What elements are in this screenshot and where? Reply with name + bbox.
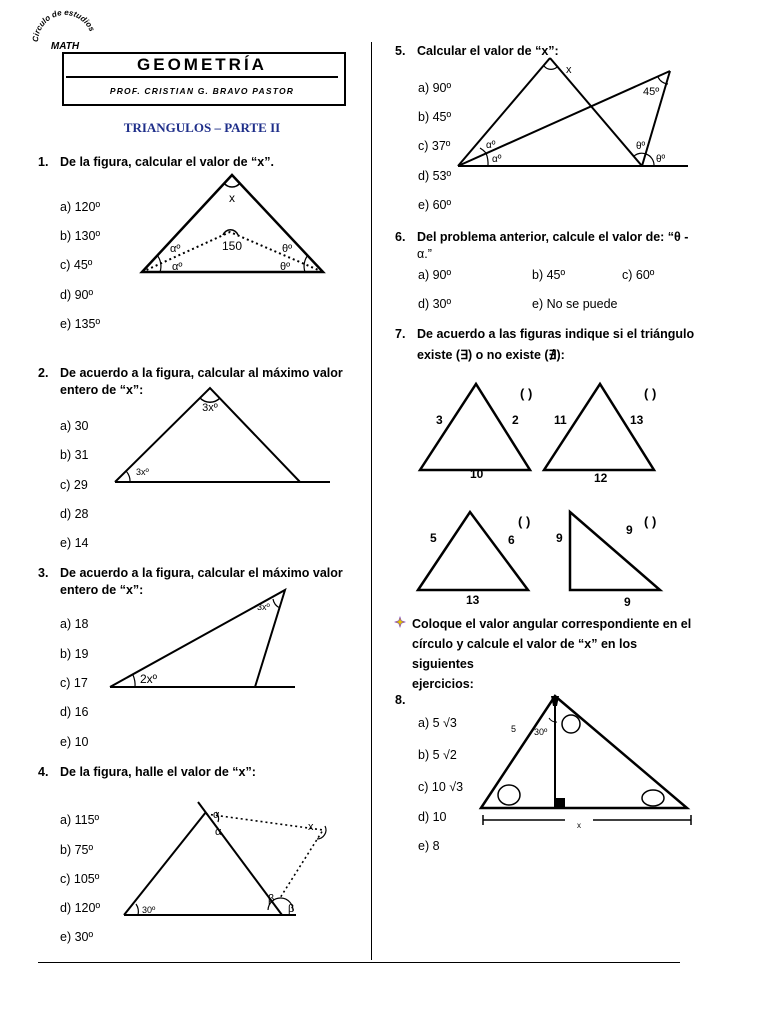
tri2-answer-box: ( ): [644, 386, 657, 401]
q3-left-label: 2xº: [140, 672, 158, 686]
question-4: 4. De la figura, halle el valor de “x”:: [38, 765, 256, 779]
q4-beta-1: β: [268, 893, 275, 905]
question-8: 8.: [395, 693, 406, 707]
logo-word: MATH: [50, 41, 80, 52]
tri2-base: 12: [594, 471, 608, 485]
q6-option-a: a) 90º: [418, 268, 452, 282]
q6-option-c: c) 60º: [622, 268, 655, 282]
sparkle-icon: [394, 616, 406, 628]
q2-option-d: d) 28: [60, 507, 89, 521]
q2-option-a: a) 30: [60, 419, 89, 433]
tri4-left: 9: [556, 531, 563, 545]
q2-option-e: e) 14: [60, 536, 89, 550]
question-3: 3. De acuerdo a la figura, calcular el máximo valor entero de “x”:: [38, 566, 343, 597]
q6-option-d: d) 30º: [418, 297, 452, 311]
q3-option-d: d) 16: [60, 705, 89, 719]
q2-top-label: 3xº: [202, 402, 218, 414]
q5-option-d: d) 53º: [418, 169, 452, 183]
question-5: 5. Calcular el valor de “x”:: [395, 44, 559, 58]
q8-option-c: c) 10 √3: [418, 780, 464, 794]
q4-option-c: c) 105º: [60, 872, 100, 886]
question-7: 7. De acuerdo a las figuras indique si el triángulo existe (∃) o no existe (∄):: [395, 327, 695, 362]
q1-theta-1: θº: [282, 243, 293, 255]
q4-beta-2: β: [288, 903, 295, 915]
tri4-answer-box: ( ): [644, 514, 657, 529]
q3-option-b: b) 19: [60, 647, 89, 661]
tri1-right: 2: [512, 413, 519, 427]
q2-option-c: c) 29: [60, 478, 88, 492]
q5-alpha-1: αº: [486, 140, 496, 151]
tri4-right: 9: [626, 523, 633, 537]
q5-x-label: x: [566, 64, 572, 76]
q5-theta-1: θº: [636, 141, 646, 152]
q8-side-label: 5: [511, 724, 517, 734]
logo: [30, 2, 100, 52]
q1-option-b: b) 130º: [60, 229, 101, 243]
tri1-answer-box: ( ): [520, 386, 533, 401]
tri3-left: 5: [430, 531, 437, 545]
q5-option-e: e) 60º: [418, 198, 452, 212]
q1-alpha-2: αº: [172, 261, 183, 273]
svg-text:Circulo de estudios: [31, 8, 97, 42]
footer-rule: [38, 962, 680, 963]
tri1-base: 10: [470, 467, 484, 481]
q4-alpha-1: α: [213, 809, 220, 821]
q1-theta-2: θº: [280, 261, 291, 273]
q8-angle-label: 30º: [534, 727, 548, 737]
q8-option-a: a) 5 √3: [418, 716, 457, 730]
q6-option-b: b) 45º: [532, 268, 566, 282]
q2-figure: [110, 380, 335, 490]
column-divider: [371, 42, 372, 960]
page-title: GEOMETRÍA: [137, 55, 267, 74]
q4-option-b: b) 75º: [60, 843, 94, 857]
question-1: 1. De la figura, calcular el valor de “x”.: [38, 155, 274, 169]
q8-option-d: d) 10: [418, 810, 447, 824]
q4-x-label: x: [308, 821, 314, 833]
q3-option-a: a) 18: [60, 617, 89, 631]
q7-figure: [410, 378, 680, 610]
author: PROF. CRISTIAN G. BRAVO PASTOR: [109, 86, 295, 96]
q5-alpha-2: αº: [492, 154, 502, 165]
q4-alpha-2: α: [215, 826, 222, 838]
q4-option-e: e) 30º: [60, 930, 94, 944]
q1-center-label: 150: [221, 239, 243, 253]
question-2: 2. De acuerdo a la figura, calcular al máximo valor entero de “x”:: [38, 366, 343, 397]
q2-left-label: 3xº: [136, 467, 149, 477]
q4-option-d: d) 120º: [60, 901, 101, 915]
tri4-base: 9: [624, 595, 631, 609]
q8-option-b: b) 5 √2: [418, 748, 457, 762]
logo-arc-text: Circulo de estudios: [30, 7, 97, 43]
q2-option-b: b) 31: [60, 448, 89, 462]
tri3-right: 6: [508, 533, 515, 547]
q1-option-d: d) 90º: [60, 288, 94, 302]
q3-option-e: e) 10: [60, 735, 89, 749]
tri2-right: 13: [630, 413, 644, 427]
q6-option-e: e) No se puede: [532, 297, 618, 311]
q5-theta-2: θº: [656, 154, 666, 165]
tri1-left: 3: [436, 413, 443, 427]
instruction: Coloque el valor angular correspondiente en el círculo y calcule el valor de “x” en los siguientes ejercicios:: [412, 617, 692, 691]
question-6: 6. Del problema anterior, calcule el valor de: “θ - α.”: [395, 230, 689, 261]
q4-option-a: a) 115º: [60, 813, 100, 827]
q8-figure: [475, 690, 700, 835]
q3-option-c: c) 17: [60, 676, 88, 690]
q3-top-label: 3xº: [257, 602, 270, 612]
q8-x-label: x: [577, 821, 581, 830]
tri2-left: 11: [554, 413, 567, 427]
q1-alpha-1: αº: [170, 243, 181, 255]
q1-option-e: e) 135º: [60, 317, 101, 331]
tri3-base: 13: [466, 593, 480, 607]
q5-option-b: b) 45º: [418, 110, 452, 124]
q5-top-label: 45º: [643, 86, 660, 98]
q8-option-e: e) 8: [418, 839, 440, 853]
q5-figure: [450, 56, 695, 176]
section-title: TRIANGULOS – PARTE II: [123, 120, 281, 135]
q1-option-c: c) 45º: [60, 258, 93, 272]
q4-figure: [118, 800, 338, 920]
q3-figure: [105, 585, 300, 693]
q1-x-label: x: [229, 191, 235, 205]
q5-option-c: c) 37º: [418, 139, 451, 153]
q1-option-a: a) 120º: [60, 200, 101, 214]
header-divider: [66, 76, 338, 78]
tri3-answer-box: ( ): [518, 514, 531, 529]
q5-option-a: a) 90º: [418, 81, 452, 95]
q1-figure: [130, 170, 335, 280]
q4-angle-label: 30º: [142, 905, 156, 915]
